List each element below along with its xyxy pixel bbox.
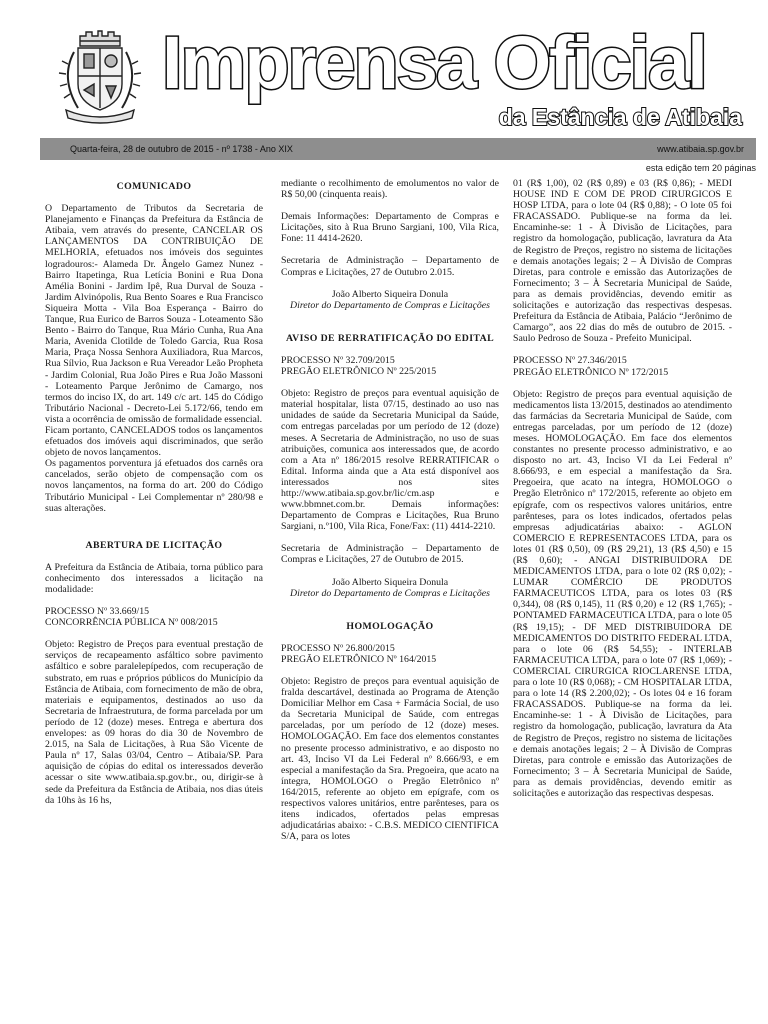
objeto-paragraph: Objeto: Registro de preços para eventual aquisição de material hospitalar, lista 07/15, destinado ao uso nas unidades de saúde da Secretaria Municipal da Saúde, com entregas parceladas por um período de 12 (doze) meses. A Secretaria de Administração, no uso de suas atribuições, comunica aos interessados que, de acordo com a Ata nº 186/2015 resolve RERRATIFICAR o Edital. Informa ainda que a Ata está disponível aos interessados nos sites http://www.atibaia.sp.gov.br/lic/cm.asp e www.bbmnet.com.br. Demais informações: Departamento de Compras e Licitações, Rua Bruno Sargiani, n.º100, Vila Rica, Fone/Fax: (11) 4414-2210. — [281, 388, 499, 533]
masthead-title: Imprensa Oficial — [162, 21, 706, 104]
website-link[interactable]: www.atibaia.sp.gov.br — [657, 144, 744, 154]
column-1 — [45, 178, 263, 817]
processo-number: PROCESSO Nº 33.669/15 — [45, 606, 150, 618]
signature-block — [281, 577, 499, 599]
signature-role: Diretor do Departamento de Compras e Licitações — [290, 587, 490, 599]
pregao-number: PREGÃO ELETRÔNICO Nº 164/2015 — [281, 653, 437, 665]
objeto-paragraph: Objeto: Registro de Preços para eventual prestação de serviços de recapeamento asfáltico sobre pavimento asfáltico e sobre paralelepípedos, com recuperação de substrato, em ruas e próprios públicos do Município da Estância de Atibaia, com fornecimento de mão de obra, materiais e equipamentos, destinados ao uso da Secretaria de Infraestrutura, de forma parcelada por um período de 12 (doze) meses. Entrega e abertura dos envelopes: as 09 horas do dia 30 de Novembro de 2.015, na Sala de Licitações, à Rua São Vicente de Paula nº 17, Salas 03/04, Centro – Atibaia/SP. Para aquisição de cópias do edital os interessados deverão acessar o site www.atibaia.sp.gov.br., ou, dirigir-se à sede da Prefeitura da Estância de Atibaia, nos dias úteis da 10hs às 16 hs, — [45, 639, 263, 806]
aviso-heading: AVISO DE RERRATIFICAÇÃO DO EDITAL — [285, 332, 495, 344]
objeto-paragraph: Objeto: Registro de preços para eventual aquisição de fralda descartável, destinada ao Programa de Atenção Domiciliar Melhor em Casa + Farmácia Social, de uso da Secretaria Municipal de Saúde, com entregas parceladas, por um período de 12 (doze) meses. HOMOLOGAÇÃO. Em face dos elementos constantes no presente processo administrativo, e ao disposto no art. 43, Inciso VI da Lei Federal nº 8.666/93, e em especial a manifestação da Sra. Pregoeira, que acato na íntegra, HOMOLOGO o Pregão Eletrônico nº 164/2015, referente ao objeto em epígrafe, com os respectivos valores unitários, entre parênteses, para os itens indicados, ofertados pelas empresas adjudicatárias abaixo: - C.B.S. MEDICO CIENTIFICA S/A, para os lotes — [281, 676, 499, 843]
info-bar — [40, 138, 756, 160]
comunicado-paragraph: Os pagamentos porventura já efetuados dos carnês ora cancelados, serão objeto de compensação com os novos lançamentos, na forma do art. 200 do Código Tributário Municipal - Lei Complementar nº 280/98 e suas alterações. — [45, 458, 263, 514]
processo-number: PROCESSO Nº 27.346/2015 — [513, 355, 627, 367]
processo-number: PROCESSO Nº 26.800/2015 — [281, 642, 395, 654]
homologacao-heading: HOMOLOGAÇÃO — [346, 620, 434, 632]
edition-note: esta edição tem 20 páginas — [645, 163, 756, 173]
column-2 — [281, 178, 499, 853]
info-paragraph: Demais Informações: Departamento de Compras e Licitações, sito à Rua Bruno Sargiani, 100, Vila Rica, Fone: 11 4414-2620. — [281, 211, 499, 245]
column-3 — [513, 178, 732, 810]
secretaria-date: Secretaria de Administração – Departamento de Compras e Licitações, 27 de Outubro 2.015. — [281, 255, 499, 278]
signature-block — [281, 289, 499, 311]
secretaria-date: Secretaria de Administração – Departamento de Compras e Licitações, 27 de Outubro de 2015. — [281, 543, 499, 566]
comunicado-heading: COMUNICADO — [116, 181, 192, 192]
coat-of-arms-logo — [50, 28, 150, 126]
concorrencia-number: CONCORRÊNCIA PÚBLICA Nº 008/2015 — [45, 617, 218, 629]
comunicado-paragraph: O Departamento de Tributos da Secretaria de Planejamento e Finanças da Prefeitura da Estância de Atibaia, vem através do presente, CANCELAR OS LANÇAMENTOS DA CONTRIBUIÇÃO DE MELHORIA, efetuados nos imóveis dos seguintes logradouros:- Alameda Dr. Ângelo Gamez Nunez - Bairro Itapetinga, Rua Letícia Bonini e Rua Dona Amélia Bonini - Jardim Ipê, Rua Durval de Souza - Jardim Alvinópolis, Rua Bento Soares e Rua Francisco Siqueira Motta - Vila Boa Esperança - Bairro do Tanque, Rua Eurico de Barros Souza - Loteamento São Bento - Bairro do Tanque, Rua Mário Cunha, Rua Ana Maria, Avenida Clotilde de Toledo Garcia, Rua Rosa Maria, Praça Nossa Senhora Auxiliadora, Rua Marcos, Rua Sílvio, Rua Jackson e Rua Vereador Leão Propheta - Jardim Colonial, Rua João Pires e Rua João Massoni - Loteamento Parque Jerônimo de Camargo, nos termos do inciso IX, do art. 149 c/c art. 145 do Código Tributário Nacional - Decreto-Lei 5.172/66, tendo em vista a ocorrência de omissão de formalidade essencial. — [45, 203, 263, 425]
pregao-number: PREGÃO ELETRÔNICO Nº 172/2015 — [513, 366, 669, 378]
signature-name: João Alberto Siqueira Donula — [331, 288, 449, 300]
comunicado-paragraph: Ficam portanto, CANCELADOS todos os lançamentos efetuados dos imóveis aqui discriminados, que serão objeto de novos lançamentos. — [45, 424, 263, 459]
signature-role: Diretor do Departamento de Compras e Licitações — [290, 299, 490, 311]
abertura-heading: ABERTURA DE LICITAÇÃO — [85, 539, 223, 551]
pregao-number: PREGÃO ELETRÔNICO Nº 225/2015 — [281, 366, 437, 378]
issue-date: Quarta-feira, 28 de outubro de 2015 - nº 1738 - Ano XIX — [70, 144, 293, 154]
signature-name: João Alberto Siqueira Donula — [331, 576, 449, 588]
continuation-paragraph: 01 (R$ 1,00), 02 (R$ 0,89) e 03 (R$ 0,86); - MEDI HOUSE IND E COM DE PROD CIRURGICOS E HOSP LTDA, para o lote 04 (R$ 0,88); - O lote 05 foi FRACASSADO. Publique-se na forma da lei. Encaminhe-se: 1 - À Divisão de Licitações, para registro da homologação, publicação, lavratura da Ata de Registro de Preços, registro no sistema de licitações e demais anotações legais; 2 – À Divisão de Compras Diretas, para controle e emissão das Autorizações de Fornecimento; 3 – À Secretaria Municipal de Saúde, para as demais providências, devendo emitir as solicitações e autorização das respectivas despesas. Prefeitura da Estância de Atibaia, Palácio “Jerônimo de Camargo”, aos 22 dias do mês de outubro de 2015. - Saulo Pedroso de Souza - Prefeito Municipal. — [513, 178, 732, 345]
masthead-subtitle: da Estância de Atibaia — [498, 104, 742, 130]
processo-number: PROCESSO Nº 32.709/2015 — [281, 354, 395, 366]
abertura-paragraph: A Prefeitura da Estância de Atibaia, torna público para conhecimento dos interessados a licitação na modalidade: — [45, 561, 263, 595]
continuation-paragraph: mediante o recolhimento de emolumentos no valor de R$ 50,00 (cinquenta reais). — [281, 178, 499, 201]
objeto-paragraph: Objeto: Registro de preços para eventual aquisição de medicamentos lista 13/2015, destinados ao atendimento das farmácias da Secretaria Municipal de Saúde, com entregas parceladas, por um período de 12 (doze) meses. HOMOLOGAÇÃO. Em face dos elementos constantes no presente processo administrativo, e ao disposto no art. 43, Inciso VI da Lei Federal nº 8.666/93, e em especial a manifestação da Sra. Pregoeira, que acato na íntegra, HOMOLOGO o Pregão Eletrônico nº 172/2015, referente ao objeto em epígrafe, com os respectivos valores unitários, entre parênteses, para os lotes indicados, ofertados pelas empresas adjudicatárias abaixo: - AGLON COMERCIO E REPRESENTACOES LTDA, para os lotes 01 (R$ 0,50), 09 (R$ 29,21), 13 (R$ 4,50) e 15 (R$ 0,60); - ANGAI DISTRIBUIDORA DE MEDICAMENTOS LTDA, para o lote 02 (R$ 0,02); - LUMAR COMÉRCIO DE PRODUTOS FARMACEUTICOS LTDA, para os lotes 03 (R$ 0,344), 08 (R$ 0,145), 11 (R$ 0,20) e 12 (R$ 1,765); - PONTAMED FARMACEUTICA LTDA, para o lote 05 (R$ 19,15); - DF MED DISTRIBUIDORA DE MEDICAMENTOS DO DISTRITO FEDERAL LTDA, para o lote 06 (R$ 54,55); - INTERLAB FARMACEUTICA LTDA, para o lote 07 (R$ 1,069); - COMERCIAL CIRURGICA RIOCLARENSE LTDA, para o lote 10 (R$ 0,068); - CM HOSPITALAR LTDA, para o lote 14 (R$ 2.200,02); - Os lotes 04 e 16 foram FRACASSADOS. Publique-se na forma da lei. Encaminhe-se: 1 - À Divisão de Licitações, para registro da homologação, publicação, lavratura da Ata de Registro de Preços, registro no sistema de licitações e demais anotações legais; 2 – À Divisão de Compras Diretas, para controle e emissão das Autorizações de Fornecimento; 3 – À Secretaria Municipal de Saúde, para as demais providências, devendo emitir as solicitações e autorização das respectivas despesas. — [513, 388, 732, 799]
